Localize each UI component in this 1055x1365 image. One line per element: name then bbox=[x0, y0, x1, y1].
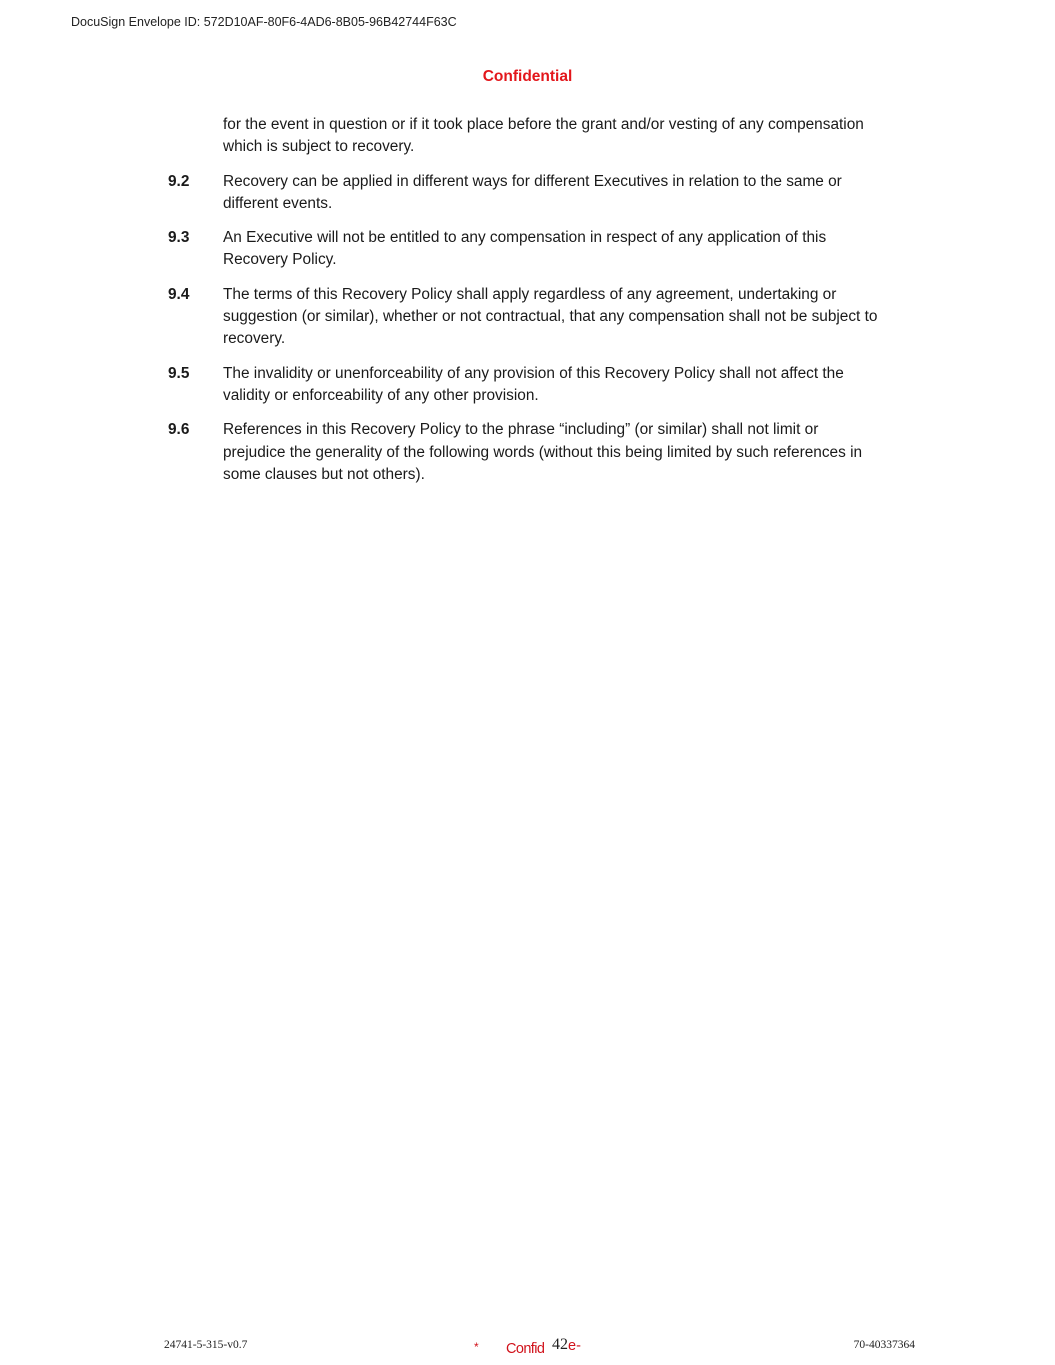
clause-text: References in this Recovery Policy to the phrase “including” (or similar) shall not limit or prejudice the generality of the following words (without this being limited by such references in some clauses but not others). bbox=[223, 421, 863, 483]
clause-text: Recovery can be applied in different ways for different Executives in relation to the same or different events. bbox=[223, 172, 842, 212]
envelope-id: DocuSign Envelope ID: 572D10AF-80F6-4AD6-8B05-96B42744F63C bbox=[71, 15, 457, 29]
clause-text: An Executive will not be entitled to any compensation in respect of any application of this Recovery Policy. bbox=[223, 229, 827, 269]
footer-confidential-label: Confid bbox=[506, 1341, 545, 1357]
continuation-paragraph: for the event in question or if it took place before the grant and/or vesting of any compensation which is subject to recovery. bbox=[223, 116, 864, 156]
clause-number: 9.5 bbox=[168, 364, 190, 382]
footer-document-ref: 24741-5-315-v0.7 bbox=[164, 1339, 248, 1351]
clause-9-2 bbox=[168, 171, 888, 216]
clause-number: 9.3 bbox=[168, 229, 190, 247]
footer-confidential-suffix: e- bbox=[568, 1338, 581, 1354]
page-number: 42 bbox=[552, 1336, 568, 1353]
footer-asterisk: * bbox=[474, 1340, 479, 1354]
document-body bbox=[168, 114, 888, 498]
clause-text: The terms of this Recovery Policy shall apply regardless of any agreement, undertaking or suggestion (or similar), whether or not contractual, that any compensation shall not be subject to recovery. bbox=[223, 285, 878, 348]
confidential-header: Confidential bbox=[482, 68, 573, 85]
clause-number: 9.6 bbox=[168, 421, 190, 439]
clause-9-3 bbox=[168, 227, 888, 272]
clause-9-5 bbox=[168, 363, 888, 408]
clause-9-4 bbox=[168, 284, 888, 351]
clause-9-6 bbox=[168, 419, 888, 486]
clause-text: The invalidity or unenforceability of any provision of this Recovery Policy shall not affect the validity or enforceability of any other provision. bbox=[223, 364, 844, 404]
clause-number: 9.4 bbox=[168, 285, 190, 303]
footer-matter-ref: 70-40337364 bbox=[853, 1339, 915, 1351]
clause-number: 9.2 bbox=[168, 172, 190, 190]
